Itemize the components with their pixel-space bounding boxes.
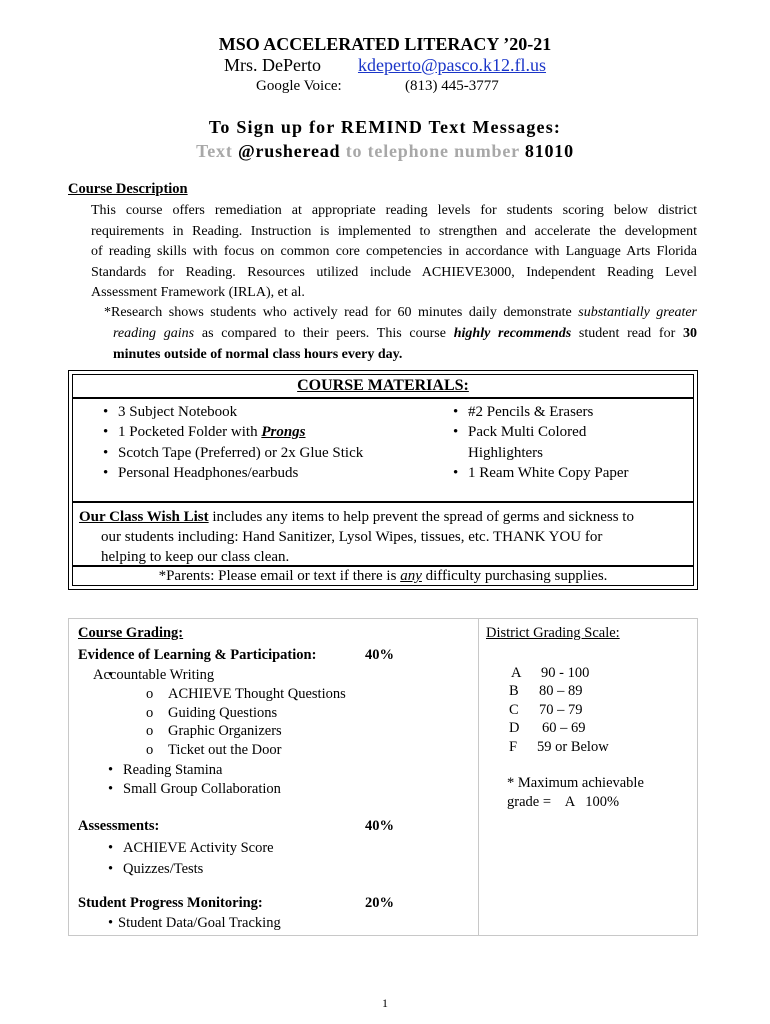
wishlist-cell — [72, 502, 694, 566]
list-item: • Student Data/Goal Tracking — [78, 914, 473, 933]
google-voice-number: (813) 445-3777 — [405, 78, 499, 94]
scale-grade: C — [509, 701, 519, 718]
list-item-continued — [423, 443, 683, 463]
list-item: o ACHIEVE Thought Questions — [78, 685, 473, 704]
research-strong: 30 — [683, 326, 698, 341]
email-link[interactable]: kdeperto@pasco.k12.fl.us — [357, 55, 547, 75]
remind-instruction — [0, 141, 770, 162]
parents-emphasis: any — [400, 568, 422, 584]
list-item: • Small Group Collaboration — [78, 780, 473, 799]
scale-grade: B — [509, 683, 519, 699]
max-grade-note: * Maximum achievable — [507, 775, 644, 791]
course-grading-heading: Course Grading: — [78, 625, 184, 641]
research-note — [104, 303, 697, 324]
materials-right-list — [423, 402, 683, 483]
list-item: • Accountable Writing — [78, 666, 473, 685]
grading-scale-column — [486, 624, 686, 811]
research-emphasis: substantially greater — [578, 305, 697, 320]
research-strong: highly recommends — [453, 326, 572, 341]
research-emphasis: reading gains — [113, 326, 195, 341]
course-description-heading: Course Description — [68, 181, 188, 197]
scale-range: 60 – 69 — [542, 720, 586, 736]
teacher-name: Mrs. DePerto — [223, 55, 321, 75]
list-item: • Reading Stamina — [78, 761, 473, 780]
list-item — [73, 422, 433, 442]
scale-range: 70 – 79 — [539, 701, 583, 718]
scale-row — [486, 738, 686, 757]
evidence-more-list — [78, 761, 473, 799]
list-item: • Scotch Tape (Preferred) or 2x Glue Stick — [73, 443, 433, 463]
list-item: o Graphic Organizers — [78, 722, 473, 741]
evidence-list — [48, 666, 473, 685]
remind-to-word: to — [345, 141, 363, 161]
remind-number: 81010 — [524, 141, 574, 161]
list-item-text: 1 Pocketed Folder with — [118, 424, 262, 441]
research-text: *Research shows students who actively read for 60 minutes daily demonstrate — [104, 305, 579, 320]
progress-percent: 20% — [365, 894, 394, 911]
research-note-cont — [113, 324, 697, 365]
grading-scale-rows — [486, 664, 686, 757]
scale-range: 59 or Below — [537, 738, 609, 755]
google-voice-label: Google Voice: — [256, 78, 342, 94]
max-grade-value: grade = A 100% — [507, 793, 620, 810]
grading-table-divider — [478, 618, 479, 935]
progress-list — [78, 914, 473, 933]
evidence-percent: 40% — [365, 646, 394, 663]
scale-range: 80 – 89 — [539, 683, 583, 699]
course-grading-column — [78, 624, 473, 933]
scale-range: 90 - 100 — [541, 664, 590, 681]
list-item: • Quizzes/Tests — [78, 859, 473, 880]
parents-text: difficulty purchasing supplies. — [421, 568, 608, 584]
course-description-text — [91, 201, 697, 304]
description-line: Assessment Framework (IRLA), et al. — [91, 285, 305, 300]
wishlist-line: includes any items to help prevent the spread of germs and sickness to — [208, 509, 634, 525]
scale-row — [486, 701, 686, 720]
teacher-line — [0, 55, 770, 76]
description-line: This course offers remediation at appropriate reading levels for students scoring below district — [91, 203, 697, 218]
assessments-list — [78, 838, 473, 880]
list-item: • Personal Headphones/earbuds — [73, 463, 433, 483]
remind-code: @rusheread — [237, 141, 341, 161]
list-item-text: Highlighters — [468, 444, 543, 461]
page-number: 1 — [382, 996, 388, 1010]
research-text: as compared to their peers. This course — [194, 326, 454, 341]
assessments-row — [78, 817, 473, 836]
materials-left-list — [73, 402, 433, 483]
evidence-row — [78, 646, 473, 665]
grading-scale-heading: District Grading Scale: — [486, 625, 620, 641]
wishlist-line: our students including: Hand Sanitizer, Lysol Wipes, tissues, etc. THANK YOU for — [101, 529, 603, 545]
description-line: Standards for Reading. Resources utilized include ACHIEVE3000, Independent Reading Level — [91, 264, 697, 280]
assessments-percent: 40% — [365, 818, 394, 834]
research-strong: minutes outside of normal class hours every day. — [113, 346, 403, 362]
scale-grade: D — [509, 720, 520, 736]
list-item: • Pack Multi Colored — [423, 422, 683, 442]
evidence-label: Evidence of Learning & Participation: — [78, 646, 317, 663]
list-item: • ACHIEVE Activity Score — [78, 838, 473, 859]
progress-label: Student Progress Monitoring: — [78, 894, 263, 911]
scale-row — [486, 719, 686, 738]
progress-row — [78, 894, 473, 913]
wishlist-line: helping to keep our class clean. — [101, 549, 290, 565]
parents-note — [73, 567, 693, 586]
accountable-sublist — [78, 685, 473, 759]
list-item: • #2 Pencils & Erasers — [423, 402, 683, 422]
description-line: of reading skills with focus on common core competencies in accordance with Language Arts Florida — [91, 244, 697, 259]
list-item: • 3 Subject Notebook — [73, 402, 433, 422]
list-item: o Guiding Questions — [78, 704, 473, 723]
course-materials-header-cell — [72, 374, 694, 398]
research-text: student read for — [571, 326, 684, 341]
parents-note-cell — [72, 566, 694, 586]
remind-text-word: Text — [196, 141, 233, 161]
course-materials-heading: COURSE MATERIALS: — [297, 377, 469, 394]
wishlist-label: Our Class Wish List — [79, 509, 209, 525]
prongs-emphasis: Prongs — [261, 424, 306, 441]
parents-text: *Parents: Please email or text if there is — [158, 568, 401, 584]
scale-row — [486, 664, 686, 683]
remind-phone-label: telephone number — [367, 141, 520, 161]
scale-row — [486, 682, 686, 701]
assessments-label: Assessments: — [78, 818, 160, 834]
document-title: MSO ACCELERATED LITERACY ’20-21 — [218, 34, 552, 54]
materials-list-cell — [72, 398, 694, 502]
remind-heading: To Sign up for REMIND Text Messages: — [208, 117, 562, 137]
description-line: requirements in Reading. Instruction is implemented to strengthen and accelerate the development — [91, 223, 697, 239]
list-item: • 1 Ream White Copy Paper — [423, 463, 683, 483]
list-item: o Ticket out the Door — [78, 741, 473, 760]
wishlist-text — [79, 507, 689, 567]
scale-grade: A — [511, 664, 522, 681]
scale-grade: F — [509, 738, 518, 755]
